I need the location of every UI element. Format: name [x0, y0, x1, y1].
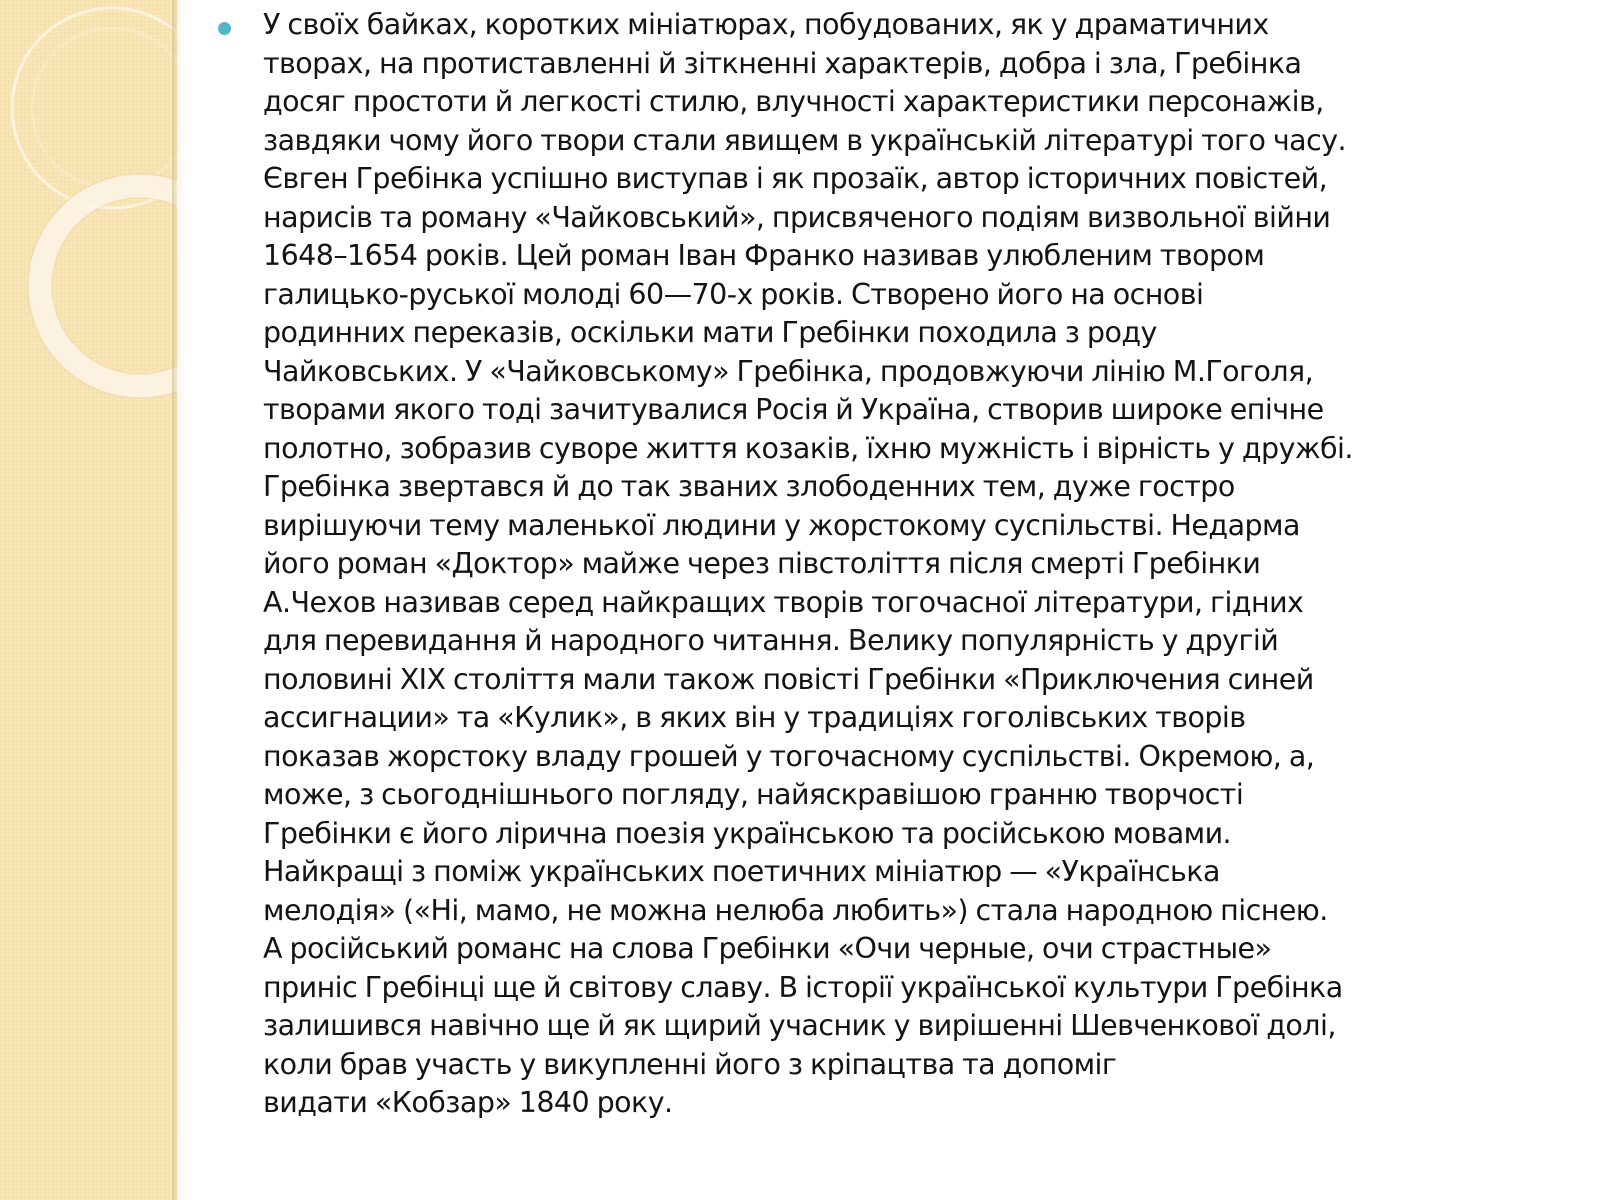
text-line: мелодія» («Ні, мамо, не можна нелюба любить») стала народною піснею.: [263, 893, 1328, 927]
text-line: 1648–1654 років. Цей роман Іван Франко називав улюбленим твором: [263, 239, 1265, 272]
text-line: творах, на протиставленні й зіткненні характерів, добра і зла, Гребінка: [263, 46, 1302, 80]
slide-body-text: [263, 6, 1573, 1123]
text-line: Євген Гребінка успішно виступав і як прозаїк, автор історичних повістей,: [263, 162, 1328, 195]
text-line: вирішуючи тему маленької людини у жорстокому суспільстві. Недарма: [263, 508, 1300, 542]
text-line: галицько-руської молоді 60—70-х років. Створено його на основі: [263, 277, 1204, 311]
text-line: його роман «Доктор» майже через півстоліття після смерті Гребінки: [263, 547, 1261, 580]
text-line: Гребінки є його лірична поезія українською та російською мовами.: [263, 816, 1232, 850]
text-line: У своїх байках, коротких мініатюрах, побудованих, як у драматичних: [263, 8, 1269, 41]
bullet-icon: [218, 22, 231, 35]
text-line: Гребінка звертався й до так званих злободенних тем, дуже гостро: [263, 470, 1235, 503]
decorative-rings: [0, 0, 177, 1200]
text-line: нарисів та роману «Чайковський», присвяченого подіям визвольної війни: [263, 200, 1331, 234]
text-line: А.Чехов називав серед найкращих творів тогочасної літератури, гідних: [263, 585, 1304, 619]
text-line: родинних переказів, оскільки мати Гребінки походила з роду: [263, 316, 1157, 349]
text-line: коли брав участь у викупленні його з кріпацтва та допоміг: [263, 1047, 1117, 1081]
text-line: А російський романс на слова Гребінки «Очи черные, очи страстные»: [263, 932, 1272, 965]
text-line: залишився навічно ще й як щирий учасник у вирішенні Шевченкової долі,: [263, 1009, 1336, 1042]
band-shadow: [172, 0, 186, 1200]
text-line: творами якого тоді зачитувалися Росія й Україна, створив широке епічне: [263, 393, 1324, 426]
upper-ring-inner: [32, 28, 177, 188]
text-line: показав жорстоку владу грошей у тогочасному суспільстві. Окремою, а,: [263, 739, 1315, 773]
text-line: завдяки чому його твори стали явищем в українській літературі того часу.: [263, 123, 1347, 157]
text-line: полотно, зобразив суворе життя козаків, їхню мужність і вірність у дружбі.: [263, 431, 1353, 465]
text-line: видати «Кобзар» 1840 року.: [263, 1086, 673, 1119]
text-line: досяг простоти й легкості стилю, влучності характеристики персонажів,: [263, 85, 1324, 118]
text-line: Найкращі з поміж українських поетичних мініатюр — «Українська: [263, 855, 1220, 888]
text-line: Чайковських. У «Чайковському» Гребінка, продовжуючи лінію М.Гоголя,: [263, 354, 1314, 388]
text-line: може, з сьогоднішнього погляду, найяскравішою гранню творчості: [263, 778, 1244, 811]
lower-ring: [40, 186, 177, 386]
text-line: для перевидання й народного читання. Велику популярність у другій: [263, 624, 1279, 657]
text-line: приніс Гребінці ще й світову славу. В історії української культури Гребінка: [263, 970, 1343, 1004]
decorative-side-band: [0, 0, 177, 1200]
text-line: половині XIX століття мали також повісті Гребінки «Приключения синей: [263, 662, 1314, 696]
text-line: ассигнации» та «Кулик», в яких він у традиціях гоголівських творів: [263, 701, 1246, 734]
